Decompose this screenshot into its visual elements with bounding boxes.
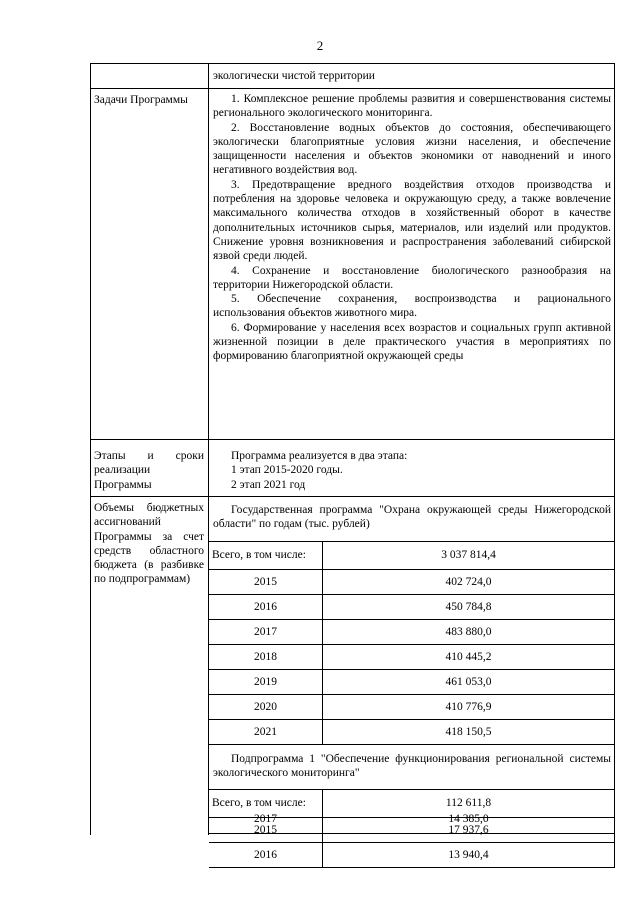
year-cell xyxy=(209,805,323,834)
year-cell xyxy=(209,720,323,745)
value-cell xyxy=(323,645,615,670)
tasks-label-cell xyxy=(91,89,209,440)
value-cell xyxy=(323,570,615,595)
task-item: 2. Восстановление водных объектов до состояния, обеспечивающего экологически благоприятные условия жизни населения, и обеспечение защищенности населения и объектов экономики от наводнений и иного негативного воздействия вод. xyxy=(213,121,611,177)
year-value: 461 053,0 xyxy=(445,675,492,688)
year-label: 2017 xyxy=(254,812,277,825)
stages-label: Этапы и сроки реализации Программы xyxy=(94,450,204,491)
stages-line: 1 этап 2015-2020 годы. xyxy=(231,464,343,477)
value-cell xyxy=(323,670,615,695)
budget-label: Объемы бюджетных ассигнований Программы за счет средств областного бюджета (в разбивке по подпрограммам) xyxy=(94,502,204,586)
tasks-label: Задачи Программы xyxy=(94,94,188,106)
year-cell xyxy=(209,595,323,620)
year-cell xyxy=(209,843,323,868)
year-label: 2015 xyxy=(254,823,277,836)
stages-line: Программа реализуется в два этапа: xyxy=(231,450,408,462)
year-cell xyxy=(209,620,323,645)
year-value: 483 880,0 xyxy=(445,625,492,638)
year-cell xyxy=(209,670,323,695)
year-label: 2015 xyxy=(254,575,277,588)
year-value: 418 150,5 xyxy=(445,725,492,738)
intro-label-cell xyxy=(91,64,209,89)
year-label: 2016 xyxy=(254,600,277,613)
budget-label-cell xyxy=(91,497,209,835)
intro-text: экологически чистой территории xyxy=(213,70,375,82)
year-label: 2016 xyxy=(254,848,277,861)
subprogram-title-cell xyxy=(209,745,615,790)
value-cell xyxy=(323,720,615,745)
task-item: 5. Обеспечение сохранения, воспроизводства и рационального использования объектов животного мира. xyxy=(213,293,611,320)
sub-total-value: 112 611,8 xyxy=(445,797,492,810)
year-label: 2020 xyxy=(254,700,277,713)
year-label: 2019 xyxy=(254,675,277,688)
year-label: 2018 xyxy=(254,650,277,663)
continuation-row xyxy=(90,805,615,834)
year-value: 410 776,9 xyxy=(445,700,492,713)
year-value: 410 445,2 xyxy=(445,650,492,663)
stages-line: 2 этап 2021 год xyxy=(231,478,306,491)
year-cell xyxy=(209,645,323,670)
value-cell xyxy=(323,843,615,868)
year-label: 2017 xyxy=(254,625,277,638)
sub-total-label: Всего, в том числе: xyxy=(212,797,306,810)
total-value: 3 037 814,4 xyxy=(441,549,496,562)
value-cell xyxy=(323,805,615,834)
year-cell xyxy=(209,695,323,720)
program-title-cell xyxy=(209,497,615,542)
year-value: 402 724,0 xyxy=(445,575,492,588)
subprogram-title: Подпрограмма 1 "Обеспечение функционирования региональной системы экологического мониторинга" xyxy=(213,753,611,780)
value-cell xyxy=(323,620,615,645)
value-cell xyxy=(323,595,615,620)
total-label-cell xyxy=(209,542,323,570)
continuation-label-cell xyxy=(91,805,209,834)
passport-table xyxy=(90,63,615,861)
intro-text-cell xyxy=(209,64,615,89)
total-value-cell xyxy=(323,542,615,570)
year-value: 450 784,8 xyxy=(445,600,492,613)
value-cell xyxy=(323,695,615,720)
year-cell xyxy=(209,570,323,595)
task-item: 3. Предотвращение вредного воздействия отходов производства и потребления на здоровье человека и окружающую среду, а также вовлечение максимального количества отходов в хозяйственный оборот в качестве дополнительных источников сырья, материалов, или изделий или продуктов. Снижение уровня возникновения и распространения заболеваний сибирской язвой среди людей. xyxy=(213,178,611,263)
year-label: 2021 xyxy=(254,725,277,738)
year-value: 14 385,0 xyxy=(448,812,489,825)
task-item: 4. Сохранение и восстановление биологического разнообразия на территории Нижегородской области. xyxy=(213,264,611,291)
task-item: 1. Комплексное решение проблемы развития и совершенствования системы регионального экологического мониторинга. xyxy=(213,93,611,120)
year-value: 13 940,4 xyxy=(448,848,489,861)
task-item: 6. Формирование у населения всех возрастов и социальных групп активной жизненной позиции в деле практического участия в мероприятиях по формированию благоприятной окружающей среды xyxy=(213,321,611,363)
stages-text-cell xyxy=(209,440,615,497)
year-value: 17 937,6 xyxy=(448,823,489,836)
program-title: Государственная программа "Охрана окружающей среды Нижегородской области" по годам (тыс. рублей) xyxy=(213,504,611,531)
tasks-text-cell xyxy=(209,89,615,440)
total-label: Всего, в том числе: xyxy=(212,549,306,562)
page-number: 2 xyxy=(316,38,324,53)
stages-label-cell xyxy=(91,440,209,497)
